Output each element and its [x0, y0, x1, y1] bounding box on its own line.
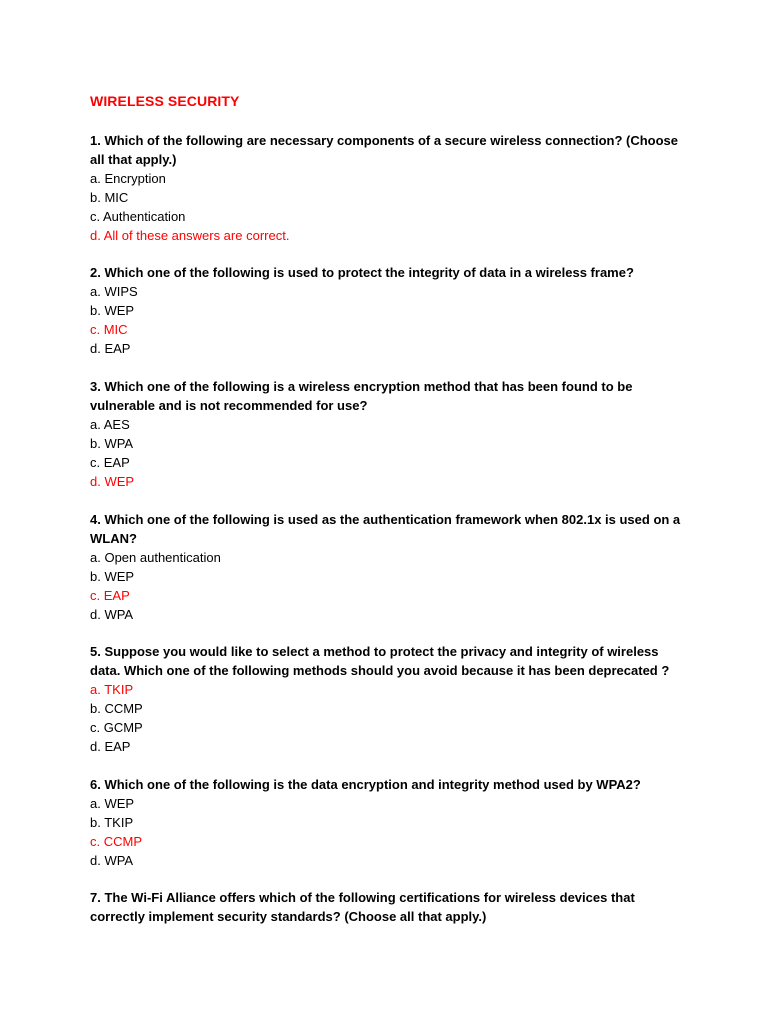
answer-option-correct: c. EAP — [90, 588, 130, 603]
question-text: 3. Which one of the following is a wireless encryption method that has been found to be vulnerable and is not recommended for use? — [90, 379, 633, 413]
answer-option-correct: c. CCMP — [90, 834, 142, 849]
question-text: 4. Which one of the following is used as the authentication framework when 802.1x is used on a WLAN? — [90, 512, 681, 546]
answer-option: b. WPA — [90, 436, 134, 451]
answer-option: b. WEP — [90, 303, 135, 318]
question-1 — [90, 131, 690, 245]
answer-option: d. EAP — [90, 739, 131, 754]
question-4 — [90, 510, 690, 624]
answer-option: d. WPA — [90, 607, 134, 622]
answer-option: a. WIPS — [90, 284, 138, 299]
answer-option: b. WEP — [90, 569, 135, 584]
answer-option: d. WPA — [90, 853, 134, 868]
question-7 — [90, 888, 690, 926]
answer-option: a. WEP — [90, 796, 135, 811]
question-text: 7. The Wi-Fi Alliance offers which of the following certifications for wireless devices that correctly implement security standards? (Choose all that apply.) — [90, 890, 635, 924]
answer-option: c. Authentication — [90, 209, 186, 224]
answer-option-correct: a. TKIP — [90, 682, 134, 697]
answer-option: a. Encryption — [90, 171, 166, 186]
answer-option: b. TKIP — [90, 815, 134, 830]
answer-option-correct: c. MIC — [90, 322, 128, 337]
answer-option-correct: d. WEP — [90, 474, 135, 489]
question-text: 1. Which of the following are necessary components of a secure wireless connection? (Choose all that apply.) — [90, 133, 679, 167]
answer-option: c. GCMP — [90, 720, 143, 735]
answer-option: d. EAP — [90, 341, 131, 356]
page-title: WIRELESS SECURITY — [90, 93, 240, 109]
question-text: 2. Which one of the following is used to protect the integrity of data in a wireless frame? — [90, 265, 634, 280]
answer-option: a. Open authentication — [90, 550, 221, 565]
question-3 — [90, 377, 690, 491]
answer-option: c. EAP — [90, 455, 130, 470]
question-2 — [90, 263, 690, 358]
answer-option: b. CCMP — [90, 701, 143, 716]
answer-option: b. MIC — [90, 190, 129, 205]
question-text: 6. Which one of the following is the data encryption and integrity method used by WPA2? — [90, 777, 641, 792]
question-6 — [90, 775, 690, 870]
question-text: 5. Suppose you would like to select a method to protect the privacy and integrity of wireless data. Which one of the following methods should you avoid because it has been deprecated ? — [90, 644, 670, 678]
answer-option-correct: d. All of these answers are correct. — [90, 228, 290, 243]
answer-option: a. AES — [90, 417, 130, 432]
question-5 — [90, 642, 690, 756]
